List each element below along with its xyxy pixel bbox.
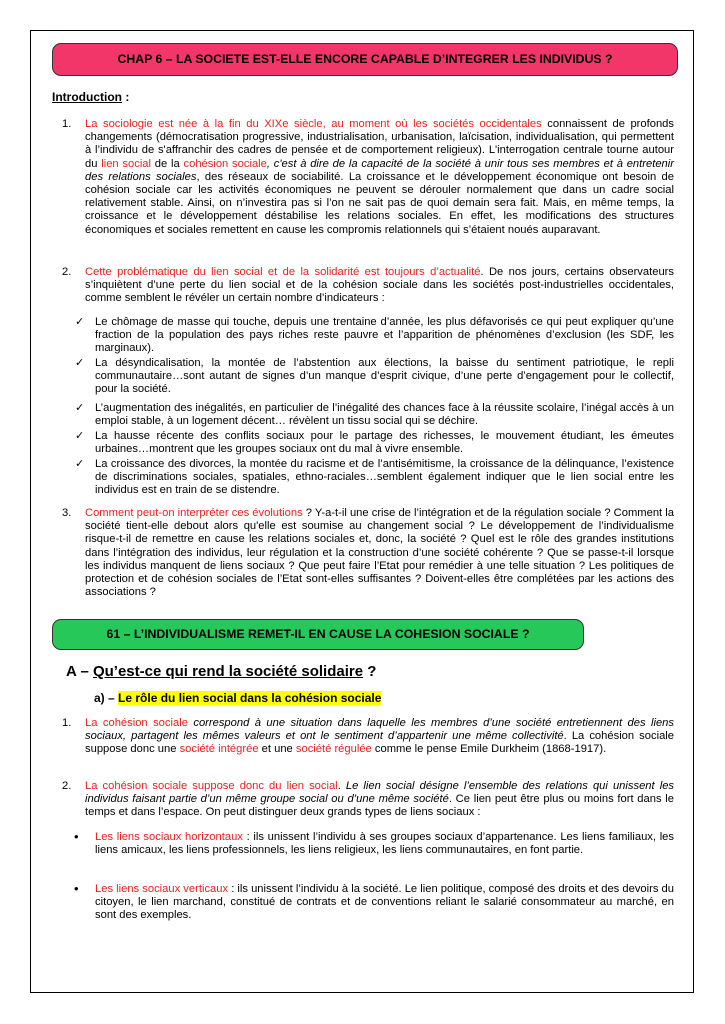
body-text: , des réseaux de sociabilité. La croissance et le développement économique ont besoin de cohésion sociale car les activités économiques ne peuvent se dérouler normalement que dans un cadre social relativement stable. Ainsi, on n’investira pas si l’on ne sait pas de quoi demain sera fait. Mais, en même temps, la croissance et le développement déstabilise les relations sociales. En effet, les modifications des structures économiques et sociales remettent en cause les compromis relationnels qui s’étaient noués auparavant. [85,170,674,236]
vertical-links-item [95,883,674,923]
check-icon: ✓ [75,316,85,328]
introduction-colon: : [121,90,130,104]
italic-text: correspond à une situation dans laquelle les membres d’une société entretiennent des liens sociaux, partagent les mêmes valeurs et ont le sentiment d’appartenir une même collectivité [85,717,674,743]
indicator-item: Le chômage de masse qui touche, depuis une trentaine d’année, les plus défavorisés ce qui peut expliquer qu’une fraction de la population des pays riches reste pauvre et l’apparition de phénomènes d’exclusion (les SDF, les marginaux). [95,316,674,355]
paragraph-number: 2. [62,266,72,278]
subsection-prefix: A – [66,663,93,680]
body-text: . De nos jours, certains observateurs s’inquiètent d’une perte du lien social et de la cohésion sociale dans les sociétés post-industrielles occidentales, comme semblent le révéler un certain nombre d’indicateurs : [85,266,674,305]
check-icon: ✓ [75,357,85,369]
body-text: de la [151,157,184,170]
highlight-text: La sociologie est née à la fin du XIXe siècle, au moment où les sociétés occidentales [85,118,542,130]
subsection-suffix: ? [363,663,377,680]
cohesion-paragraph-2 [85,780,674,820]
check-icon: ✓ [75,402,85,414]
indicator-item: L’augmentation des inégalités, en particulier de l’inégalité des chances face à la réussite scolaire, l’inégal accès à un emploi stable, à un logement décent… révèlent un tissu social qui se déchire. [95,402,674,428]
body-text: . La cohésion sociale suppose donc une [85,730,675,756]
highlight-text: Les liens sociaux verticaux [95,883,229,895]
highlight-text: cohésion sociale [183,157,267,170]
introduction-label: Introduction [52,90,122,104]
body-text: comme le pense Emile Durkheim (1868-1917). [371,743,607,756]
cohesion-paragraph-1 [85,717,674,757]
highlight-text: Les liens sociaux horizontaux [95,831,243,843]
paragraph-number: 2. [62,780,72,792]
body-text: et une [258,743,296,756]
indicator-item: La croissance des divorces, la montée du racisme et de l’antisémitisme, la croissance de la délinquance, l’existence de discriminations sociales, spatiales, ethno-raciales…semblent également indiquer que le lien social entre les individus est en train de se distendre. [95,458,674,497]
indicator-item: La hausse récente des conflits sociaux pour le partage des richesses, le mouvement étudiant, les émeutes urbaines…montrent que les groupes sociaux ont du mal à vivre ensemble. [95,430,674,456]
sub-text-highlighted: Le rôle du lien social dans la cohésion sociale [118,691,382,705]
body-text: : ils unissent l’individu à ses groupes sociaux d’appartenance. Les liens familiaux, les liens amicaux, les liens professionnels, les liens religieux, les liens communautaires, en font partie. [95,831,674,857]
subsection-a-title [66,665,376,678]
intro-paragraph-1 [85,118,674,237]
intro-paragraph-3 [85,507,674,599]
bullet-icon: • [74,881,79,896]
check-icon: ✓ [75,458,85,470]
highlight-text: lien social [101,157,152,170]
bullet-icon: • [74,829,79,844]
highlight-text: société régulée [295,743,372,756]
sub-prefix: a) – [94,691,119,705]
introduction-heading [52,91,129,104]
italic-text: Le lien social désigne l’ensemble des relations qui unissent les individus faisant partie d’un même groupe social ou d’une même société [85,780,675,806]
body-text: : ils unissent l’individu à la société. Le lien politique, composé des droits et des devoirs du citoyen, le lien marchand, constitué de contrats et de conventions reliant le salarié consommateur au marché, en sont des exemples. [95,883,674,922]
paragraph-number: 1. [62,118,72,130]
body-text: connaissent de profonds changements (démocratisation progressive, industrialisation, urbanisation, laïcisation, individualisation, qui permettent à l’individu de s'affranchir des cadres de pensée et de comportement religieux). L'interrogation centrale tourne autour du [85,118,674,170]
body-text: . Ce lien peut être plus ou moins fort dans le temps et dans l’espace. On peut distinguer deux grands types de liens sociaux : [85,793,674,819]
highlight-text: Cette problématique du lien social et de la solidarité est toujours d’actualité [85,266,481,278]
section-title: 61 – L’INDIVIDUALISME REMET-IL EN CAUSE LA COHESION SOCIALE ? [52,619,584,650]
subsection-a-sub [94,692,381,705]
chapter-title: CHAP 6 – LA SOCIETE EST-ELLE ENCORE CAPABLE D’INTEGRER LES INDIVIDUS ? [52,43,678,76]
highlight-text: Comment peut-on interpréter ces évolutions [85,507,303,519]
body-text: ? Y-a-t-il une crise de l’intégration et de la régulation sociale ? Comment la société tient-elle debout alors qu'elle est soumise au changement social ? Le développement de l’individualisme risque-t-il de remettre en cause les relations sociales et, donc, la société ? Quel est le rôle des grandes institutions dans l’intégration des individus, leur régulation et la construction d’une société cohérente ? Que se passe-t-il lorsque les individus manquent de liens sociaux ? Que peut faire l’Etat pour remédier à une telle situation ? Les politiques de protection et de cohésion sociales de l’Etat sont-elles suffisantes ? Doivent-elles être complétées par les actions des associations ? [85,507,674,599]
highlight-text: société intégrée [179,743,259,756]
highlight-text: La cohésion sociale suppose donc du lien social [85,780,338,792]
horizontal-links-item [95,831,674,857]
highlight-text: La cohésion sociale [85,717,188,729]
intro-paragraph-2 [85,266,674,306]
paragraph-number: 1. [62,717,72,729]
check-icon: ✓ [75,430,85,442]
italic-text: , c'est à dire de la capacité de la société à unir tous ses membres et à entretenir des relations sociales [85,157,674,183]
paragraph-number: 3. [62,507,72,519]
body-text: . [337,780,346,792]
indicator-item: La désyndicalisation, la montée de l’abstention aux élections, la baisse du sentiment patriotique, le repli communautaire…sont autant de signes d’un manque d’esprit civique, d’une perte d’engagement pour le collectif, pour la société. [95,357,674,396]
subsection-text: Qu’est-ce qui rend la société solidaire [92,663,364,680]
